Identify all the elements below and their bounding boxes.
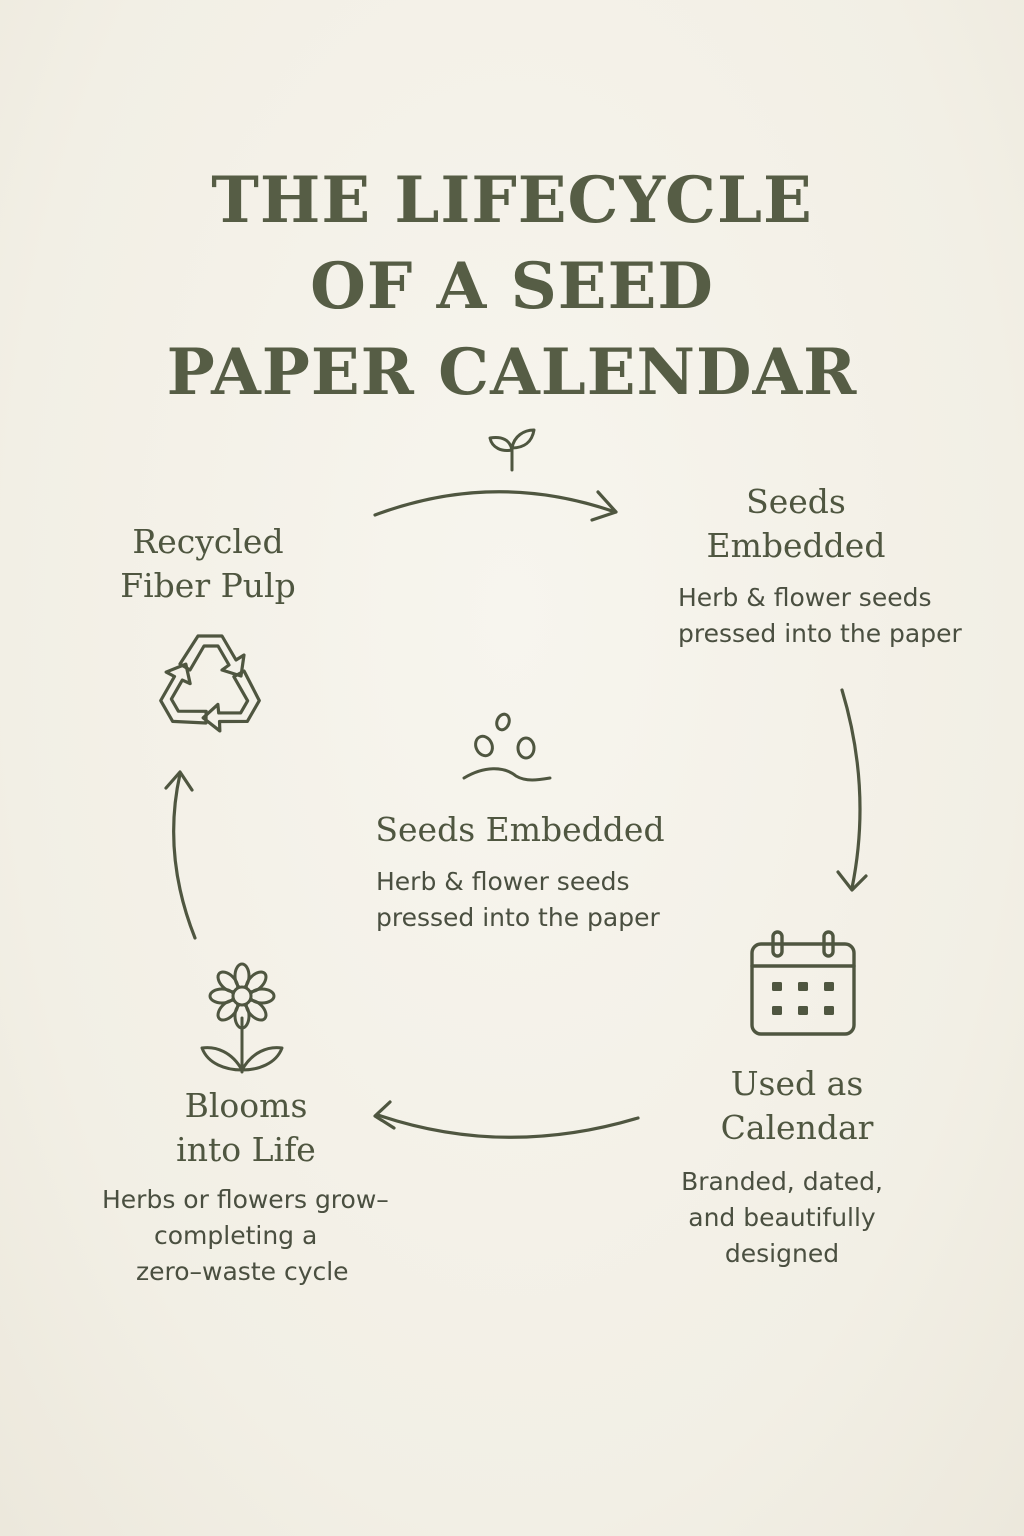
embedded-top-desc-line-2: pressed into the paper (678, 619, 962, 648)
recycled-title-line-1: Recycled (132, 522, 284, 561)
calendar-desc-line-3: designed (724, 1239, 840, 1268)
sprout-icon (486, 426, 538, 472)
stage-desc-embedded-top (678, 580, 962, 652)
arrow-top (375, 492, 616, 520)
stage-desc-embedded-center (376, 864, 660, 936)
blooms-title-line-2: into Life (176, 1130, 316, 1169)
recycle-icon (150, 626, 270, 738)
stage-desc-blooms (90, 1182, 430, 1290)
arrow-right (838, 690, 866, 890)
arrow-left (166, 772, 195, 938)
arrow-bottom (375, 1102, 638, 1137)
title-line-1: THE LIFECYCLE (211, 163, 813, 238)
calendar-desc-line-2: and beautifully (688, 1203, 876, 1232)
blooms-desc-line-2: completing a (154, 1221, 318, 1250)
flower-icon (196, 960, 288, 1076)
calendar-title-line-2: Calendar (720, 1108, 874, 1147)
embedded-center-title: Seeds Embedded (375, 810, 665, 849)
seeds-icon (460, 708, 556, 784)
stage-title-recycled (95, 520, 321, 608)
calendar-title-line-1: Used as (730, 1064, 864, 1103)
calendar-desc-line-1: Branded, dated, (681, 1167, 883, 1196)
embedded-center-desc-line-1: Herb & flower seeds (376, 867, 630, 896)
blooms-desc-line-1: Herbs or flowers grow– (102, 1185, 389, 1214)
title-line-2: OF A SEED (310, 249, 714, 324)
embedded-top-title-line-2: Embedded (706, 526, 886, 565)
stage-desc-calendar (662, 1164, 902, 1272)
embedded-top-title-line-1: Seeds (746, 482, 846, 521)
stage-title-embedded-center (340, 808, 700, 852)
stage-title-embedded-top (686, 480, 906, 568)
calendar-icon (748, 926, 858, 1038)
title-line-3: PAPER CALENDAR (166, 335, 858, 410)
stage-title-blooms (146, 1084, 346, 1172)
blooms-desc-line-3: zero–waste cycle (136, 1257, 349, 1286)
stage-title-calendar (697, 1062, 897, 1150)
blooms-title-line-1: Blooms (184, 1086, 308, 1125)
embedded-center-desc-line-2: pressed into the paper (376, 903, 660, 932)
embedded-top-desc-line-1: Herb & flower seeds (678, 583, 932, 612)
recycled-title-line-2: Fiber Pulp (120, 566, 296, 605)
